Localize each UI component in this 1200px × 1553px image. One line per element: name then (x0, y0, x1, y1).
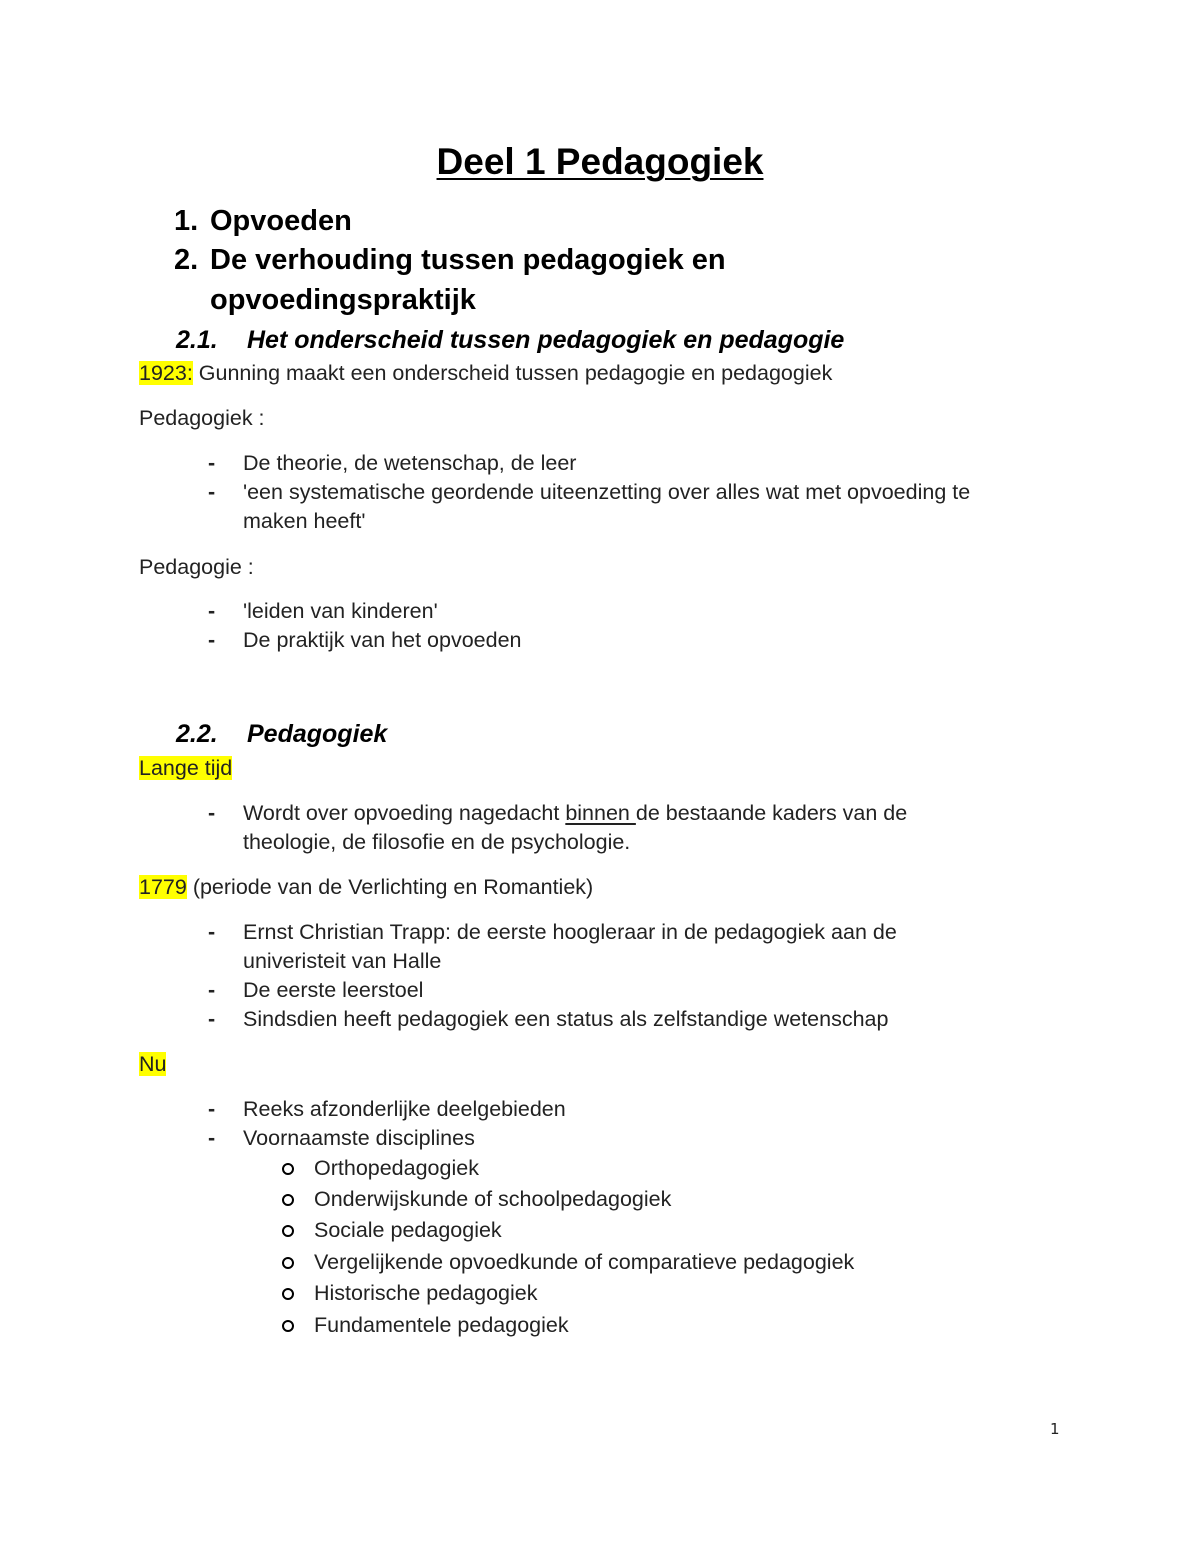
label-pedagogiek: Pedagogiek : (139, 406, 265, 430)
list-item-text: 'leiden van kinderen' (243, 599, 438, 623)
label-lange-tijd (139, 756, 232, 781)
heading-verhouding-continued: opvoedingspraktijk (210, 284, 476, 316)
list-item-text: 'een systematische geordende uiteenzetting over alles wat met opvoeding te (243, 480, 971, 504)
paragraph-1923 (139, 361, 832, 386)
list-item-continued: maken heeft' (243, 509, 366, 533)
text-run: de bestaande kaders van de (635, 801, 908, 825)
sub-list-item-text: Sociale pedagogiek (314, 1218, 502, 1242)
heading-number: 1. (174, 205, 199, 237)
section-number: 2.2. (176, 720, 218, 748)
list-item-text (243, 801, 907, 826)
label-pedagogie: Pedagogie : (139, 555, 254, 579)
circle-bullet-icon (282, 1320, 294, 1332)
highlight-year-1923: 1923: (139, 361, 193, 385)
heading-number: 2. (174, 244, 199, 276)
paragraph-text: Gunning maakt een onderscheid tussen pedagogie en pedagogiek (192, 361, 833, 385)
highlight-nu: Nu (139, 1052, 167, 1076)
list-item-text: De theorie, de wetenschap, de leer (243, 451, 577, 475)
dash-bullet: - (208, 480, 216, 504)
circle-bullet-icon (282, 1288, 294, 1300)
sub-list-item-text: Vergelijkende opvoedkunde of comparatieve pedagogiek (314, 1250, 855, 1274)
paragraph-text: (periode van de Verlichting en Romantiek) (186, 875, 594, 899)
circle-bullet-icon (282, 1257, 294, 1269)
circle-bullet-icon (282, 1194, 294, 1206)
list-item-continued: theologie, de filosofie en de psychologie. (243, 830, 631, 854)
text-run: Wordt over opvoeding nagedacht (243, 801, 566, 825)
list-item-text: Reeks afzonderlijke deelgebieden (243, 1097, 566, 1121)
list-item-text: De praktijk van het opvoeden (243, 628, 522, 652)
dash-bullet: - (208, 1126, 216, 1150)
list-item-text: Sindsdien heeft pedagogiek een status als zelfstandige wetenschap (243, 1007, 889, 1031)
list-item-text: Voornaamste disciplines (243, 1126, 475, 1150)
sub-list-item-text: Historische pedagogiek (314, 1281, 538, 1305)
list-item-continued: univeristeit van Halle (243, 949, 442, 973)
heading-text: De verhouding tussen pedagogiek en (210, 244, 726, 276)
page-number: 1 (1050, 1420, 1060, 1438)
circle-bullet-icon (282, 1163, 294, 1175)
underlined-text: binnen (565, 801, 636, 825)
dash-bullet: - (208, 599, 216, 623)
section-number: 2.1. (176, 326, 218, 354)
highlight-year-1779: 1779 (139, 875, 187, 899)
dash-bullet: - (208, 1097, 216, 1121)
section-title: Het onderscheid tussen pedagogiek en pedagogie (247, 326, 845, 354)
paragraph-1779 (139, 875, 593, 900)
heading-text: Opvoeden (210, 205, 352, 237)
dash-bullet: - (208, 1007, 216, 1031)
document-title: Deel 1 Pedagogiek (436, 141, 764, 182)
list-item-text: De eerste leerstoel (243, 978, 424, 1002)
dash-bullet: - (208, 978, 216, 1002)
circle-bullet-icon (282, 1225, 294, 1237)
sub-list-item-text: Onderwijskunde of schoolpedagogiek (314, 1187, 672, 1211)
dash-bullet: - (208, 920, 216, 944)
list-item-text: Ernst Christian Trapp: de eerste hoogleraar in de pedagogiek aan de (243, 920, 897, 944)
sub-list-item-text: Orthopedagogiek (314, 1156, 479, 1180)
dash-bullet: - (208, 801, 216, 825)
dash-bullet: - (208, 628, 216, 652)
label-nu (139, 1052, 166, 1077)
dash-bullet: - (208, 451, 216, 475)
sub-list-item-text: Fundamentele pedagogiek (314, 1313, 569, 1337)
section-title: Pedagogiek (247, 720, 388, 748)
highlight-lange-tijd: Lange tijd (139, 756, 233, 780)
